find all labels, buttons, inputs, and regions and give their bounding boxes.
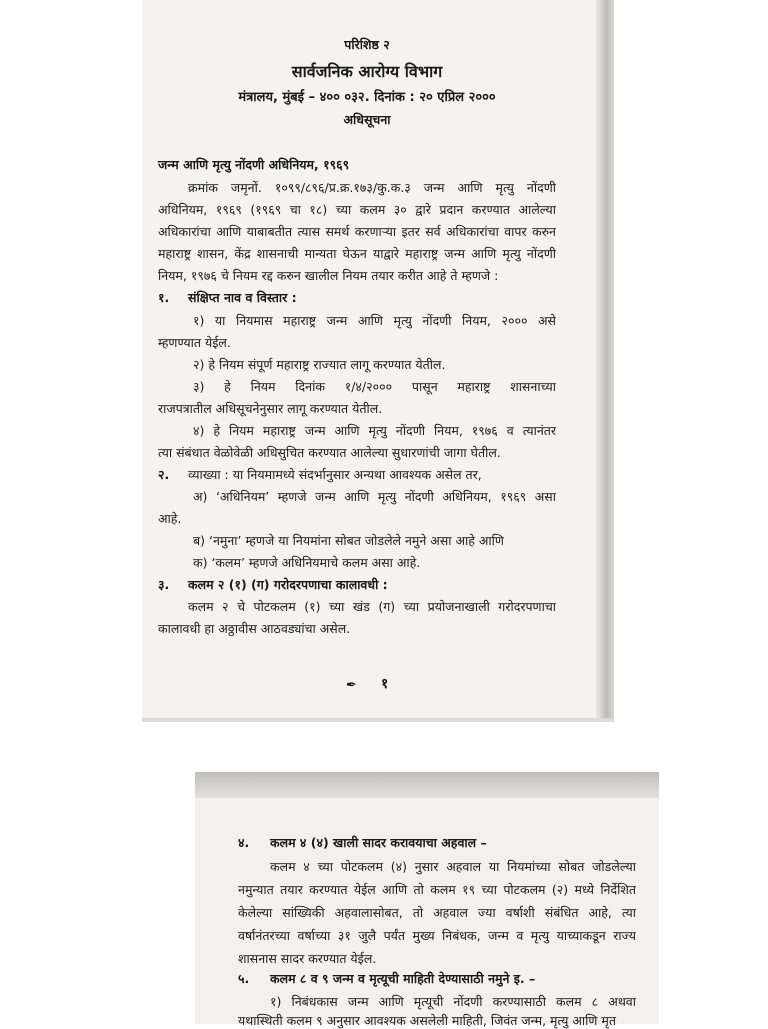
section-title: कलम ८ व ९ जन्म व मृत्यूची माहिती देण्यासाठी नमुने इ. – — [270, 971, 536, 986]
intro-line: महाराष्ट्र शासन, केंद्र शासनाची मान्यता घेऊन याद्वारे महाराष्ट्र जन्म आणि मृत्यु नोंदणी — [158, 246, 556, 261]
page-edge — [142, 718, 614, 722]
paragraph-line: कालावधी हा अठ्ठावीस आठवड्यांचा असेल. — [158, 621, 351, 636]
scan-edge-band — [195, 772, 659, 798]
stamp-mark-icon: ✒ — [346, 678, 357, 693]
page-binding-shadow — [596, 0, 614, 718]
rule-line: १) या नियमास महाराष्ट्र जन्म आणि मृत्यु नोंदणी नियम, २००० असे — [193, 313, 556, 328]
paragraph-line: कलम ४ च्या पोटकलम (४) नुसार अहवाल या नियमांच्या सोबत जोडलेल्या — [270, 859, 636, 874]
paragraph-line: १) निबंधकास जन्म आणि मृत्यूची नोंदणी करण्यासाठी कलम ८ अथवा — [270, 994, 636, 1009]
section-title: कलम ४ (४) खाली सादर करावयाचा अहवाल – — [270, 835, 487, 850]
rule-line: ३) हे नियम दिनांक १/४/२००० पासून महाराष्ट्र शासनाच्या — [193, 379, 556, 394]
intro-line: अधिकारांचा आणि याबाबतीत त्यास समर्थ करणाऱ्या इतर सर्व अधिकारांचा वापर करुन — [158, 224, 556, 239]
definition-line: ब) ‘नमुना’ म्हणजे या नियमांना सोबत जोडलेले नमुने असा आहे आणि — [193, 533, 504, 548]
definition-line: आहे. — [158, 511, 182, 526]
section-number: १. — [158, 290, 170, 305]
section-title: व्याख्या : या नियमामध्ये संदर्भानुसार अन्यथा आवश्यक असेल तर, — [188, 467, 482, 482]
section-number: ४. — [238, 835, 250, 850]
definition-line: अ) ‘अधिनियम’ म्हणजे जन्म आणि मृत्यु नोंदणी अधिनियम, १९६९ असा — [193, 489, 556, 504]
page-number: १ — [381, 676, 389, 692]
rule-line: त्या संबंधात वेळोवेळी अधिसुचित करण्यात आलेल्या सुधारणांची जागा घेतील. — [158, 445, 501, 460]
section-title: संक्षिप्त नाव व विस्तार : — [188, 290, 297, 305]
act-title: जन्म आणि मृत्यु नोंदणी अधिनियम, १९६९ — [158, 157, 350, 172]
notification-label: अधिसूचना — [343, 112, 391, 127]
section-number: ३. — [158, 577, 170, 592]
rule-line: राजपत्रातील अधिसूचनेनुसार लागू करण्यात येतील. — [158, 401, 383, 416]
department-title: सार्वजनिक आरोग्य विभाग — [291, 62, 443, 81]
paragraph-line: यथास्थिती कलम ९ अनुसार आवश्यक असलेली माहिती, जिवंत जन्म, मृत्यु आणि मृत — [238, 1013, 617, 1028]
section-title: कलम २ (१) (ग) गरोदरपणाचा कालावधी : — [188, 577, 388, 592]
paragraph-line: वर्षानंतरच्या वर्षाच्या ३१ जुलै पर्यंत मुख्य निबंधक, जन्म व मृत्यु याच्याकडून राज्य — [238, 928, 636, 943]
section-number: २. — [158, 467, 170, 482]
appendix-label: परिशिष्ठ २ — [344, 37, 390, 52]
section-number: ५. — [238, 971, 250, 986]
paragraph-line: नमुन्यात तयार करण्यात येईल आणि तो कलम १९ च्या पोटकलम (२) मध्ये निर्देशित — [238, 882, 636, 897]
rule-line: २) हे नियम संपूर्ण महाराष्ट्र राज्यात लागू करण्यात येतील. — [193, 357, 446, 372]
address-date-line: मंत्रालय, मुंबई – ४०० ०३२. दिनांक : २० एप्रिल २००० — [238, 90, 496, 105]
paragraph-line: केलेल्या सांख्यिकी अहवालासोबत, तो अहवाल ज्या वर्षाशी संबंधित आहे, त्या — [238, 905, 636, 920]
paragraph-line: शासनास सादर करण्यात येईल. — [238, 951, 377, 966]
paragraph-line: कलम २ चे पोटकलम (१) च्या खंड (ग) च्या प्रयोजनाखाली गरोदरपणाचा — [188, 599, 556, 614]
intro-line: क्रमांक जमृनों. १०९९/८९६/प्र.क्र.१७३/कु.क.३ जन्म आणि मृत्यु नोंदणी — [188, 180, 556, 195]
rule-line: ४) हे नियम महाराष्ट्र जन्म आणि मृत्यु नोंदणी नियम, १९७६ व त्यानंतर — [193, 423, 556, 438]
rule-line: म्हणण्यात येईल. — [158, 335, 231, 350]
intro-line: नियम, १९७६ चे नियम रद्द करुन खालील नियम तयार करीत आहे ते म्हणजे : — [158, 268, 499, 283]
definition-line: क) ‘कलम’ म्हणजे अधिनियमाचे कलम असा आहे. — [193, 555, 421, 570]
intro-line: अधिनियम, १९६९ (१९६९ चा १८) च्या कलम ३० द्वारे प्रदान करण्यात आलेल्या — [158, 202, 556, 217]
